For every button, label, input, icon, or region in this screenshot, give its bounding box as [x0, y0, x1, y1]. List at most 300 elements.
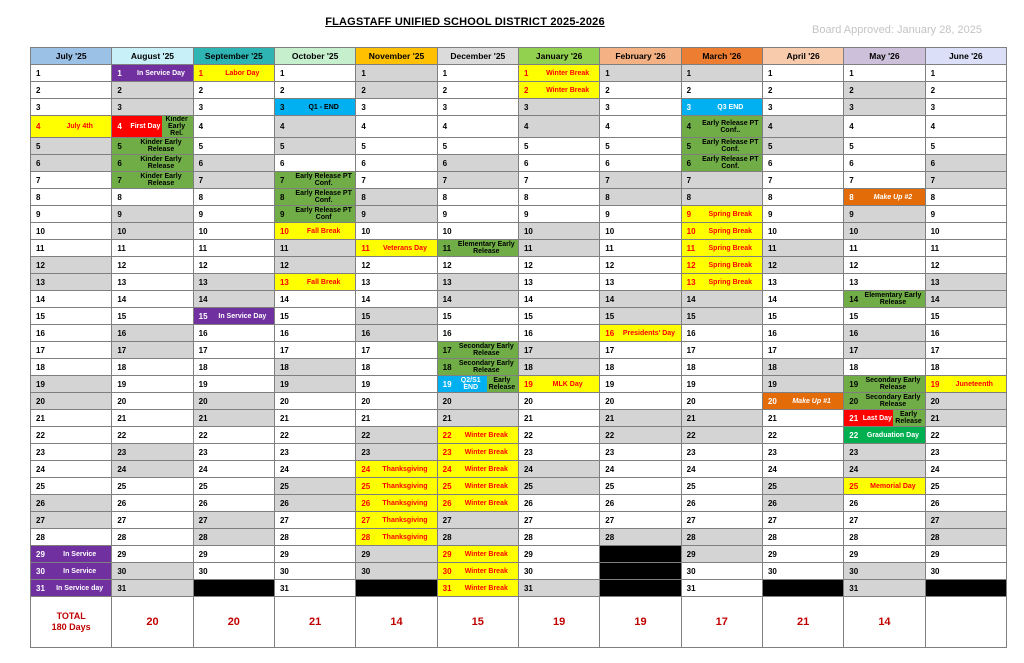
- day-number: 29: [523, 549, 533, 559]
- day-cell: [274, 410, 355, 427]
- day-cell: [600, 461, 681, 478]
- day-cell: [112, 376, 193, 393]
- day-cell: [762, 563, 843, 580]
- day-row: [31, 461, 1007, 478]
- day-cell: [925, 65, 1006, 82]
- day-number: 20: [279, 396, 289, 406]
- day-row: [31, 580, 1007, 597]
- day-number: 4: [361, 122, 366, 131]
- day-number: 21: [523, 413, 533, 423]
- day-cell: [762, 155, 843, 172]
- day-cell: [600, 223, 681, 240]
- day-cell: [193, 410, 274, 427]
- day-number: 25: [361, 481, 371, 491]
- day-number: 28: [686, 532, 696, 542]
- day-number: 5: [849, 141, 854, 151]
- day-cell: [925, 138, 1006, 155]
- day-number: 22: [279, 430, 289, 440]
- day-row: [31, 240, 1007, 257]
- day-cell: [681, 376, 762, 393]
- day-number: 18: [361, 362, 371, 372]
- day-cell: [193, 393, 274, 410]
- day-cell: [762, 274, 843, 291]
- day-cell: [112, 155, 193, 172]
- event-label: July 4th: [66, 123, 93, 130]
- day-cell: [31, 427, 112, 444]
- event-label: Q2/S1 END: [460, 377, 481, 391]
- day-cell: [518, 82, 599, 99]
- day-number: 5: [442, 141, 448, 151]
- day-number: 8: [605, 192, 610, 202]
- day-cell: [112, 580, 193, 597]
- day-number: 2: [117, 85, 122, 95]
- day-number: 10: [849, 226, 859, 236]
- day-cell: [844, 172, 925, 189]
- day-cell: [193, 257, 274, 274]
- day-cell: [437, 138, 518, 155]
- month-total: 19: [600, 597, 681, 648]
- day-number: 24: [442, 464, 452, 474]
- day-cell: [356, 444, 437, 461]
- day-cell: [356, 478, 437, 495]
- day-number: 24: [523, 464, 533, 474]
- day-number: 1: [930, 68, 936, 78]
- day-number: 31: [117, 583, 127, 593]
- day-row: [31, 155, 1007, 172]
- day-cell: [844, 206, 925, 223]
- day-number: 13: [930, 277, 940, 287]
- day-number: 17: [930, 345, 940, 355]
- day-cell: [437, 495, 518, 512]
- day-number: 4: [117, 122, 122, 131]
- day-cell: [518, 291, 599, 308]
- day-cell: [518, 461, 599, 478]
- day-number: 9: [279, 209, 285, 219]
- day-number: 26: [849, 498, 859, 508]
- day-number: 5: [198, 141, 204, 151]
- day-number: 3: [523, 102, 529, 112]
- day-number: 7: [117, 175, 122, 185]
- day-cell: [925, 444, 1006, 461]
- day-cell: [31, 138, 112, 155]
- day-cell: [31, 342, 112, 359]
- day-cell: [193, 65, 274, 82]
- day-cell: [31, 376, 112, 393]
- day-number: 4: [605, 122, 610, 131]
- day-number: 20: [36, 396, 45, 406]
- day-number: 11: [279, 243, 289, 253]
- day-number: 3: [767, 102, 773, 112]
- day-number: 29: [930, 549, 940, 559]
- day-number: 26: [605, 498, 615, 508]
- day-row: [31, 342, 1007, 359]
- day-number: 19: [36, 379, 45, 389]
- day-number: 23: [767, 447, 777, 457]
- month-total: 14: [844, 597, 925, 648]
- day-cell: [193, 478, 274, 495]
- day-number: 9: [686, 209, 692, 219]
- day-cell: [274, 461, 355, 478]
- day-row: [31, 529, 1007, 546]
- day-cell: [925, 478, 1006, 495]
- day-number: 17: [36, 345, 45, 355]
- day-cell: [762, 291, 843, 308]
- day-cell: [31, 223, 112, 240]
- event-label: Secondary Early Release: [865, 394, 921, 408]
- day-number: 31: [279, 583, 289, 593]
- event-label: Winter Break: [464, 465, 508, 473]
- month-header: March '26: [681, 48, 762, 65]
- day-cell: [844, 155, 925, 172]
- day-number: 12: [930, 260, 940, 270]
- day-number: 6: [686, 158, 692, 168]
- day-cell: [437, 563, 518, 580]
- day-cell: [274, 563, 355, 580]
- day-cell: [193, 563, 274, 580]
- day-number: 1: [198, 68, 204, 78]
- day-cell: [112, 240, 193, 257]
- day-number: 4: [849, 122, 854, 131]
- day-number: 11: [605, 243, 614, 253]
- day-cell: [31, 240, 112, 257]
- day-cell: [518, 376, 599, 393]
- day-cell: [762, 65, 843, 82]
- totals-row: [31, 597, 1007, 648]
- day-number: 29: [198, 549, 208, 559]
- day-cell: [925, 393, 1006, 410]
- day-cell: [600, 529, 681, 546]
- day-number: 26: [198, 498, 208, 508]
- event-label: Thanksgiving: [382, 465, 428, 473]
- day-cell: [600, 393, 681, 410]
- day-number: 20: [930, 396, 940, 406]
- day-number: 23: [686, 447, 696, 457]
- event-label: Thanksgiving: [382, 516, 428, 524]
- day-cell: [356, 65, 437, 82]
- day-number: 21: [36, 413, 45, 423]
- day-number: 8: [198, 192, 204, 202]
- day-cell: [681, 580, 762, 597]
- day-cell: [600, 138, 681, 155]
- day-number: 20: [605, 396, 615, 406]
- day-number: 21: [767, 413, 777, 423]
- day-cell: [31, 580, 112, 597]
- day-number: 9: [930, 209, 936, 219]
- day-number: 8: [117, 192, 122, 202]
- day-cell: [274, 116, 355, 138]
- event-label: Winter Break: [546, 69, 590, 77]
- day-number: 28: [767, 532, 777, 542]
- day-number: 1: [767, 68, 773, 78]
- day-cell: [356, 138, 437, 155]
- day-number: 25: [198, 481, 208, 491]
- day-number: 14: [930, 294, 940, 304]
- day-number: 15: [361, 311, 371, 321]
- day-cell: [112, 274, 193, 291]
- day-cell: [844, 240, 925, 257]
- day-number: 27: [605, 515, 615, 525]
- day-number: 18: [279, 362, 289, 372]
- day-cell: [518, 223, 599, 240]
- day-cell: [193, 189, 274, 206]
- day-number: 13: [523, 277, 533, 287]
- day-cell: [762, 172, 843, 189]
- day-number: 29: [767, 549, 777, 559]
- day-number: 15: [930, 311, 940, 321]
- day-cell: [681, 427, 762, 444]
- day-number: 28: [849, 532, 859, 542]
- day-number: 28: [279, 532, 289, 542]
- day-number: 22: [605, 430, 615, 440]
- event-label: Thanksgiving: [382, 482, 428, 490]
- day-cell: [600, 444, 681, 461]
- day-number: 1: [117, 68, 122, 78]
- day-cell: [31, 444, 112, 461]
- day-cell: [925, 359, 1006, 376]
- event-label: First Day: [130, 123, 161, 130]
- day-cell: [437, 359, 518, 376]
- day-number: 15: [36, 311, 45, 321]
- day-number: 7: [279, 175, 285, 185]
- day-cell: [193, 529, 274, 546]
- day-cell: [193, 99, 274, 116]
- day-cell: [518, 410, 599, 427]
- day-number: 25: [930, 481, 940, 491]
- day-cell: [437, 478, 518, 495]
- day-cell: [600, 291, 681, 308]
- day-number: 1: [523, 68, 529, 78]
- event-label: Juneteenth: [955, 380, 993, 388]
- day-number: 28: [36, 532, 45, 542]
- day-number: 13: [117, 277, 127, 287]
- day-cell: [925, 155, 1006, 172]
- day-number: 1: [605, 68, 610, 78]
- event-label: Early Release PT Conf..: [702, 119, 759, 134]
- month-total: 21: [274, 597, 355, 648]
- day-number: 28: [198, 532, 208, 542]
- day-cell: [356, 393, 437, 410]
- day-cell: [274, 495, 355, 512]
- month-header: November '25: [356, 48, 437, 65]
- day-number: 2: [36, 85, 41, 95]
- day-cell: [356, 325, 437, 342]
- day-number: 13: [849, 277, 859, 287]
- day-cell: [681, 274, 762, 291]
- day-cell: [31, 257, 112, 274]
- day-cell: [925, 189, 1006, 206]
- day-number: 15: [605, 311, 615, 321]
- day-row: [31, 116, 1007, 138]
- day-number: 18: [117, 362, 127, 372]
- day-cell: [193, 82, 274, 99]
- day-cell: [31, 291, 112, 308]
- day-number: 18: [442, 362, 452, 372]
- page-title: FLAGSTAFF UNIFIED SCHOOL DISTRICT 2025-2026: [325, 16, 605, 28]
- day-cell: [844, 308, 925, 325]
- day-number: 8: [849, 192, 854, 202]
- day-number: 30: [279, 566, 289, 576]
- day-cell: [356, 512, 437, 529]
- day-cell: [518, 172, 599, 189]
- day-number: 10: [442, 226, 452, 236]
- day-number: 2: [442, 85, 448, 95]
- day-number: 17: [361, 345, 371, 355]
- event-label: Winter Break: [464, 448, 508, 456]
- day-number: 31: [442, 583, 452, 593]
- day-cell: [681, 563, 762, 580]
- day-cell: [844, 65, 925, 82]
- day-cell: [112, 529, 193, 546]
- day-cell: [437, 206, 518, 223]
- day-cell: [437, 376, 518, 393]
- day-number: 12: [686, 260, 696, 270]
- day-number: 12: [767, 260, 777, 270]
- day-cell: [112, 427, 193, 444]
- day-number: 16: [686, 328, 696, 338]
- day-number: 15: [523, 311, 533, 321]
- day-cell: [518, 512, 599, 529]
- day-number: 20: [849, 396, 859, 406]
- event-label: Spring Break: [708, 227, 753, 235]
- day-number: 15: [117, 311, 127, 321]
- event-label: Graduation Day: [866, 431, 919, 439]
- day-cell: [437, 410, 518, 427]
- day-cell: [274, 580, 355, 597]
- day-number: 22: [117, 430, 127, 440]
- day-number: 25: [849, 481, 859, 491]
- day-cell: [925, 291, 1006, 308]
- day-cell: [193, 376, 274, 393]
- day-number: 22: [361, 430, 371, 440]
- day-cell: [112, 257, 193, 274]
- day-cell: [518, 99, 599, 116]
- day-cell: [681, 223, 762, 240]
- day-cell: [193, 172, 274, 189]
- month-total: 15: [437, 597, 518, 648]
- month-header: June '26: [925, 48, 1006, 65]
- day-number: 3: [36, 102, 41, 112]
- day-cell: [600, 206, 681, 223]
- day-number: 27: [36, 515, 45, 525]
- day-cell: [518, 206, 599, 223]
- day-number: 15: [442, 311, 452, 321]
- day-cell: [518, 563, 599, 580]
- day-number: 6: [198, 158, 204, 168]
- day-cell: [600, 274, 681, 291]
- month-header: December '25: [437, 48, 518, 65]
- day-cell: [600, 376, 681, 393]
- day-cell: [844, 116, 925, 138]
- day-number: 24: [849, 464, 859, 474]
- day-cell: [681, 172, 762, 189]
- day-cell: [356, 274, 437, 291]
- month-total: 20: [193, 597, 274, 648]
- month-header: May '26: [844, 48, 925, 65]
- day-cell: [600, 495, 681, 512]
- day-cell: [762, 206, 843, 223]
- day-number: 20: [523, 396, 533, 406]
- day-cell: [925, 172, 1006, 189]
- day-cell: [193, 138, 274, 155]
- day-cell: [31, 393, 112, 410]
- day-cell: [31, 325, 112, 342]
- day-number: 13: [686, 277, 696, 287]
- day-number: 3: [117, 102, 122, 112]
- day-number: 17: [849, 345, 859, 355]
- day-cell: [112, 546, 193, 563]
- day-cell: [193, 274, 274, 291]
- day-cell: [844, 291, 925, 308]
- day-cell: [681, 189, 762, 206]
- day-cell: [437, 291, 518, 308]
- day-number: 19: [849, 379, 859, 389]
- day-number: 3: [930, 102, 936, 112]
- day-number: 9: [36, 209, 41, 219]
- day-number: 20: [198, 396, 208, 406]
- day-cell: [437, 82, 518, 99]
- day-cell: [762, 495, 843, 512]
- event-label: Fall Break: [306, 227, 341, 235]
- day-number: 31: [686, 583, 696, 593]
- day-cell: [518, 478, 599, 495]
- day-number: 16: [198, 328, 208, 338]
- day-number: 14: [279, 294, 289, 304]
- day-number: 7: [442, 175, 448, 185]
- day-cell: [356, 223, 437, 240]
- day-cell: [193, 427, 274, 444]
- month-header: September '25: [193, 48, 274, 65]
- day-cell: [681, 116, 762, 138]
- day-number: 5: [767, 141, 773, 151]
- day-number: 4: [279, 122, 285, 131]
- day-cell: [600, 116, 681, 138]
- day-cell: [600, 512, 681, 529]
- day-cell: [762, 240, 843, 257]
- day-cell: [112, 223, 193, 240]
- day-cell: [356, 206, 437, 223]
- day-row: [31, 172, 1007, 189]
- day-number: 17: [442, 345, 452, 355]
- day-number: 20: [442, 396, 452, 406]
- day-cell: [112, 461, 193, 478]
- day-number: 22: [198, 430, 208, 440]
- day-cell: [844, 274, 925, 291]
- day-cell: [762, 444, 843, 461]
- day-number: 1: [361, 68, 366, 78]
- day-cell: [31, 172, 112, 189]
- day-number: 2: [849, 85, 854, 95]
- day-number: 11: [198, 243, 208, 253]
- event-label: Thanksgiving: [382, 533, 428, 541]
- event-label: Kinder Early Release: [140, 156, 182, 170]
- day-number: 10: [686, 226, 696, 236]
- day-number: 25: [523, 481, 533, 491]
- event-label: Make Up #1: [792, 397, 831, 405]
- day-number: 18: [930, 362, 940, 372]
- day-cell: [518, 546, 599, 563]
- day-cell: [437, 274, 518, 291]
- day-cell: [844, 138, 925, 155]
- day-row: [31, 138, 1007, 155]
- day-cell: [274, 206, 355, 223]
- day-number: 5: [930, 141, 936, 151]
- event-label: Spring Break: [708, 278, 753, 286]
- day-number: 29: [686, 549, 696, 559]
- day-number: 3: [849, 102, 854, 112]
- day-cell: [31, 116, 112, 138]
- day-cell: [112, 444, 193, 461]
- day-number: 2: [767, 85, 773, 95]
